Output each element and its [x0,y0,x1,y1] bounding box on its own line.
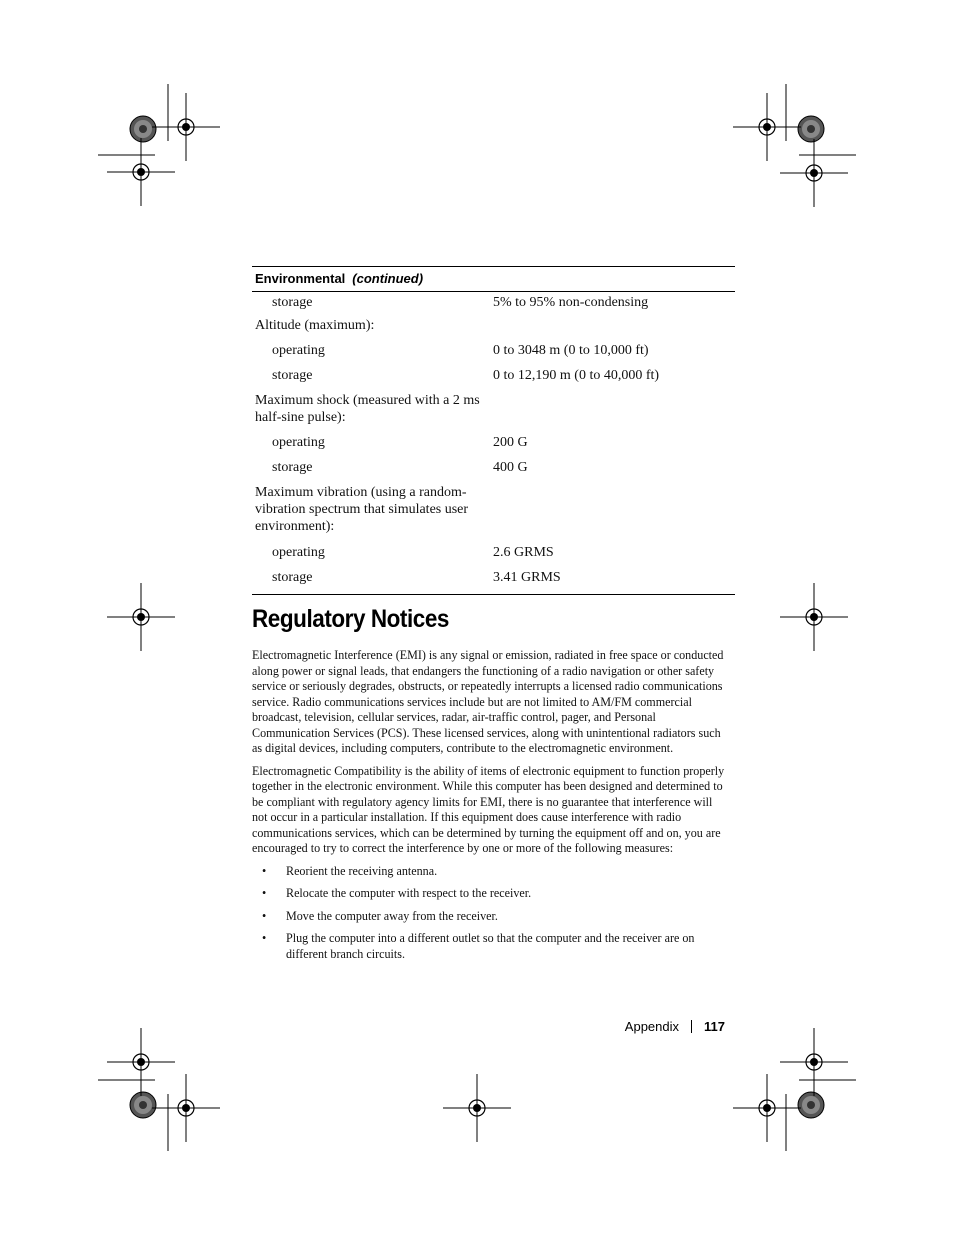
measures-list [252,864,730,963]
table-row [252,342,735,367]
row-value: 0 to 12,190 m (0 to 40,000 ft) [493,368,660,383]
table-row [252,569,735,594]
table-title-suffix: (continued) [352,271,424,286]
table-row [252,434,735,459]
row-label: Maximum shock (measured with a 2 ms half-sine pulse): [255,393,480,425]
table-row [252,317,735,342]
row-label: storage [272,570,313,585]
regulatory-notices-section [252,604,730,969]
bullet-marker: • [262,908,267,923]
row-value: 400 G [493,460,528,475]
table-row [252,484,735,544]
table-row [252,459,735,484]
list-item [252,864,730,880]
page-footer [560,1019,725,1034]
section-heading: Regulatory Notices [252,605,449,633]
row-value [493,484,735,544]
table-body [252,292,735,595]
list-item [252,886,730,902]
list-item [252,931,730,962]
footer-section-name: Appendix [624,1019,680,1034]
environmental-spec-table [252,266,735,595]
row-value: 3.41 GRMS [493,570,561,585]
row-value: 2.6 GRMS [493,545,554,560]
page-number: 117 [704,1019,725,1034]
list-item [252,909,730,925]
row-value [493,317,735,342]
list-item-text: Move the computer away from the receiver. [286,908,498,923]
row-label: storage [272,295,313,310]
row-value: 5% to 95% non-condensing [493,295,649,310]
row-label: operating [272,545,325,560]
row-label: operating [272,435,325,450]
table-row [252,392,735,434]
paragraph-emi: Electromagnetic Interference (EMI) is any signal or emission, radiated in free space or conducted along power or signal leads, that endangers the functioning of a radio navigation or other safety service or seriously degrades, obstructs, or repeatedly interrupts a licensed radio communications service. Radio communications services include but are not limited to AM/FM commercial broadcast, television, cellular services, radar, air-traffic control, pager, and Personal Communication Services (PCS). These licensed services, along with unintentional radiators such as digital devices, including computers, contribute to the electromagnetic environment. [252,648,724,755]
list-item-text: Plug the computer into a different outlet so that the computer and the receiver are on different branch circuits. [286,931,695,961]
row-label: storage [272,368,313,383]
bullet-marker: • [262,863,267,878]
footer-divider [691,1020,692,1033]
row-value: 0 to 3048 m (0 to 10,000 ft) [493,343,649,358]
paragraph-emc: Electromagnetic Compatibility is the ability of items of electronic equipment to function properly together in the electronic environment. While this computer has been designed and determined to be compliant with regulatory agency limits for EMI, there is no guarantee that interference will not occur in a particular installation. If this equipment does cause interference with radio communications services, which can be determined by turning the equipment off and on, you are encouraged to try to correct the interference by one or more of the following measures: [252,763,725,855]
row-label: Altitude (maximum): [255,318,375,333]
bullet-marker: • [262,886,267,900]
row-value: 200 G [493,435,528,450]
table-row [252,544,735,569]
table-row [252,292,735,317]
row-label: operating [272,343,325,358]
table-header [252,266,735,292]
row-label: Maximum vibration (using a random-vibration spectrum that simulates user environment): [255,485,469,534]
table-row [252,367,735,392]
list-item-text: Reorient the receiving antenna. [286,863,438,878]
bullet-marker: • [262,931,267,945]
row-label: storage [272,460,313,475]
row-value [493,392,735,434]
list-item-text: Relocate the computer with respect to the receiver. [286,886,532,900]
table-title: Environmental [255,271,346,286]
